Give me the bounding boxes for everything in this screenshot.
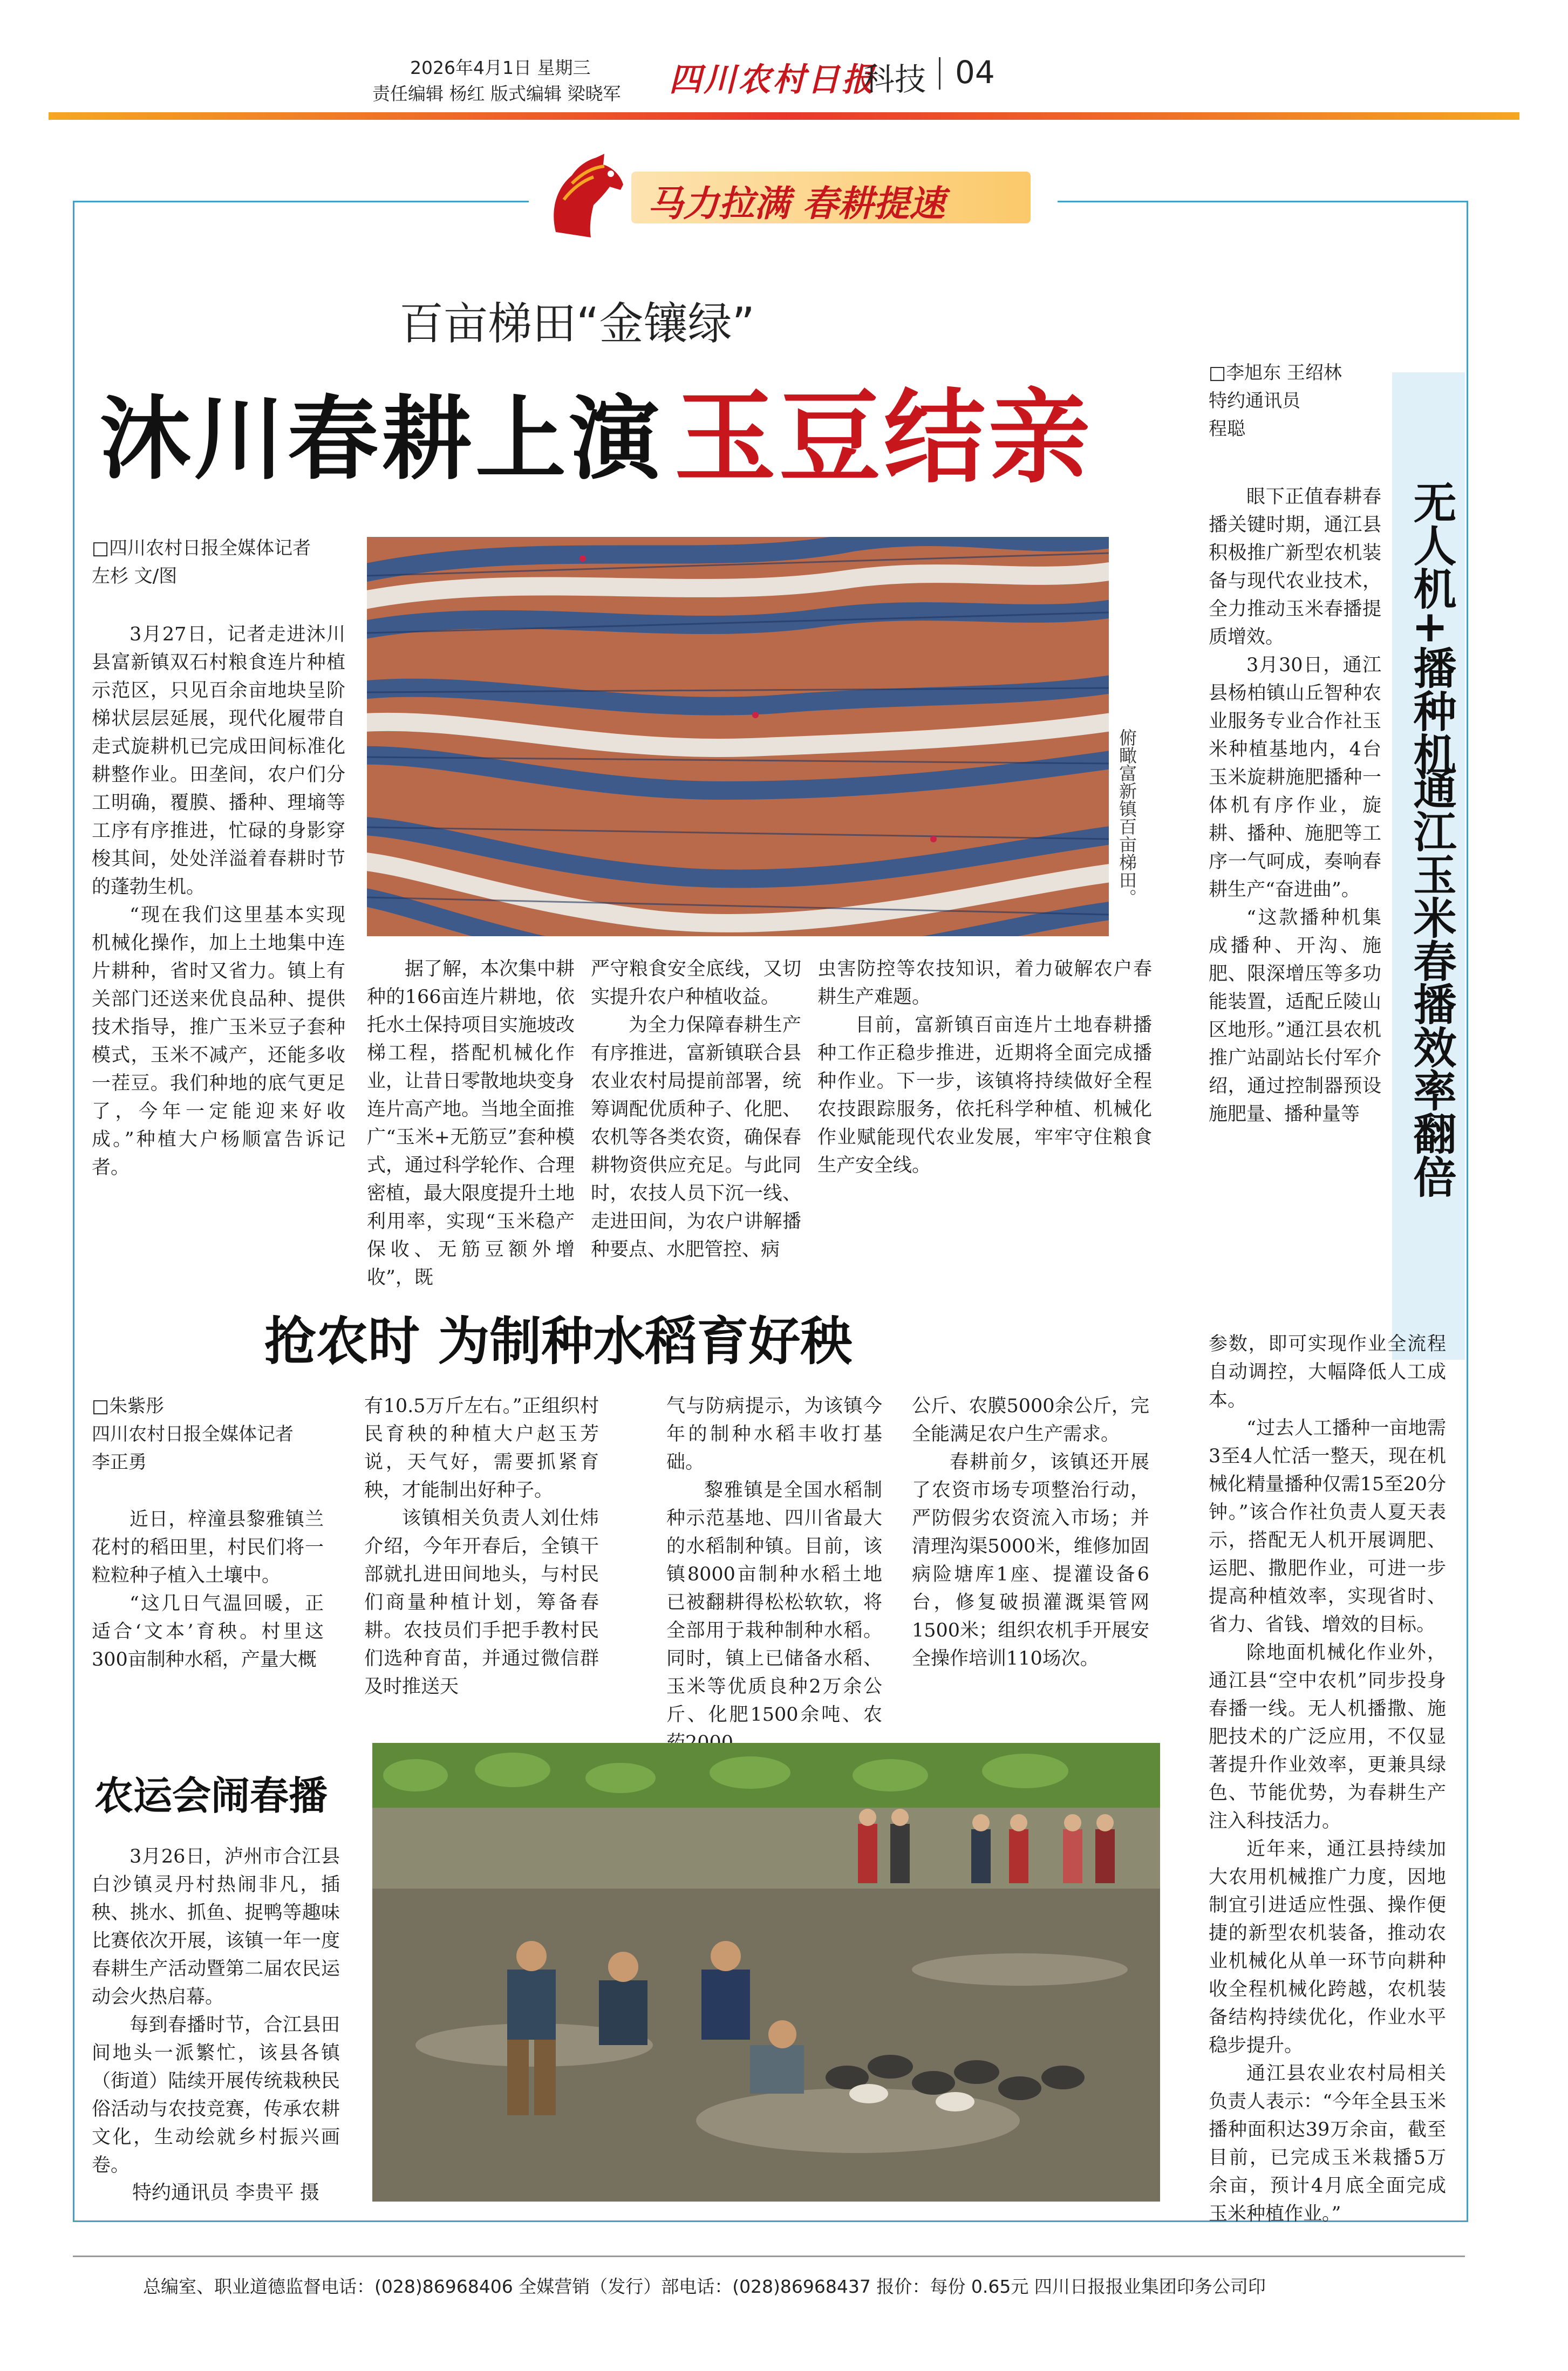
story1-kicker: 百亩梯田“金镶绿” (399, 298, 755, 350)
terrace-photo (367, 537, 1109, 936)
story2-headline-part1: 无人机+播种机 (1406, 480, 1456, 776)
story3-col3-para-1: 气与防病提示，为该镇今年的制种水稻丰收打基础。 (666, 1395, 882, 1473)
section-divider (939, 57, 940, 90)
story1-headline-black: 沐川春耕上演 (100, 386, 663, 492)
section-name: 科技 (863, 61, 926, 98)
story3-col2-para-2: 该镇相关负责人刘仕炜介绍，今年开春后，全镇干部就扎进田间地头，与村民们商量种植计划，筹备春耕。农技员们手把手教村民们选种育苗，并通过微信群及时推送天 (364, 1508, 599, 1698)
story2-para-4: 参数，即可实现作业全流程自动调控，大幅降低人工成本。 (1209, 1333, 1446, 1411)
page-number: 04 (955, 54, 995, 91)
story3-col1-para-1: 近日，梓潼县黎雅镇兰花村的稻田里，村民们将一粒粒种子植入土壤中。 (92, 1509, 324, 1586)
story1-column-3 (591, 955, 801, 1264)
story2-para-8: 通江县农业农村局相关负责人表示：“今年全县玉米播种面积达39万余亩，截至目前，已完成玉米栽播5万余亩，预计4月底全面完成玉米种植作业。” (1209, 2063, 1446, 2225)
story1-headline-red: 玉豆结亲 (674, 378, 1093, 497)
story1-col1-para-2: “现在我们这里基本实现机械化操作，加上土地集中连片耕种，省时又省力。镇上有关部门还送来优良品种、提供技术指导，推广玉米豆子套种模式，玉米不减产，还能多收一茬豆。我们种地的底气更足了，今年一定能迎来好收成。”种植大户杨顺富告诉记者。 (92, 904, 345, 1178)
newspaper-name: 四川农村日报 (669, 61, 876, 99)
banner-label: 马力拉满 春耕提速 (647, 183, 945, 224)
story2-para-5: “过去人工播种一亩地需3至4人忙活一整天，现在机械化精量播种仅需15至20分钟。”该合作社负责人夏天表示，搭配无人机开展调肥、运肥、撒肥作业，可进一步提高种植效率，实现省时、省力、省钱、增效的目标。 (1209, 1418, 1446, 1636)
story1-column-2 (367, 955, 575, 1292)
photo-credit: 特约通讯员 李贵平 摄 (132, 2182, 319, 2204)
story3-column-2 (364, 1392, 599, 1701)
story2-text-wide (1209, 1330, 1446, 2228)
story2-para-2: 3月30日，通江县杨柏镇山丘智种农业服务专业合作社玉米种植基地内，4台玉米旋耕施肥播种一体机有序作业，旋耕、播种、施肥等工序一气呵成，奏响春耕生产“奋进曲”。 (1209, 655, 1381, 901)
story2-para-7: 近年来，通江县持续加大农用机械推广力度，因地制宜引进适应性强、操作便捷的新型农机装备，推动农业机械化从单一环节向耕种收全程机械化跨越，农机装备结构持续优化，作业水平稳步提升。 (1209, 1838, 1446, 2056)
footer-info: 总编室、职业道德监督电话：(028)86968406 全媒营销（发行）部电话：(028)86968437 报价：每份 0.65元 四川日报报业集团印务公司印 (143, 2276, 1266, 2297)
story2-para-6: 除地面机械化作业外，通江县“空中农机”同步投身春播一线。无人机播撒、施肥技术的广泛应用，不仅显著提升作业效率，更兼具绿色、节能优势，为春耕生产注入科技活力。 (1209, 1642, 1446, 1832)
issue-date: 2026年4月1日 星期三 (410, 57, 591, 78)
story2-byline: □李旭东 王绍林 特约通讯员 程聪 (1209, 362, 1342, 440)
story3-column-4 (912, 1392, 1149, 1673)
section-banner (529, 146, 1058, 248)
story3-col4-para-2: 春耕前夕，该镇还开展了农资市场专项整治行动，严防假劣农资流入市场；并清理沟渠5000米，维修加固病险塘库1座、提灌设备6台，修复破损灌溉渠管网1500米；组织农机手开展安全操作培训110场次。 (912, 1452, 1149, 1670)
story2-headline-part2: 通江玉米春播效率翻倍 (1406, 766, 1456, 1198)
horse-icon (540, 151, 631, 243)
story4-para-1: 3月26日，泸州市合江县白沙镇灵丹村热闹非凡，插秧、挑水、抓鱼、捉鸭等趣味比赛依次开展，该镇一年一度春耕生产活动暨第二届农民运动会火热启幕。 (92, 1846, 340, 2008)
masthead-ribbon (49, 112, 1519, 120)
story4-text (92, 1843, 340, 2179)
story3-column-1 (92, 1505, 324, 1674)
terrace-photo-caption: 俯瞰富新镇百亩梯田。 (1116, 728, 1137, 907)
story3-byline: □朱紫彤 四川农村日报全媒体记者 李正勇 (92, 1395, 294, 1473)
story1-col4-para-2: 目前，富新镇百亩连片土地春耕播种工作正稳步推进，近期将全面完成播种作业。下一步，该镇将持续做好全程农技跟踪服务，依托科学种植、机械化作业赋能现代农业发展，牢牢守住粮食生产安全线。 (817, 1014, 1152, 1176)
story1-column-4 (817, 955, 1152, 1180)
story1-col3-para-2: 为全力保障春耕生产有序推进，富新镇联合县农业农村局提前部署，统筹调配优质种子、化肥、农机等各类农资，确保春耕物资供应充足。与此同时，农技人员下沉一线、走进田间，为农户讲解播种要点、水肥管控、病 (591, 1014, 801, 1261)
story1-col3-para-1: 严守粮食安全底线，又切实提升农户种植收益。 (591, 958, 801, 1008)
story3-col4-para-1: 公斤、农膜5000余公斤，完全能满足农户生产需求。 (912, 1395, 1149, 1445)
story1-col2-para-1: 据了解，本次集中耕种的166亩连片耕地，依托水土保持项目实施坡改梯工程，搭配机械化作业，让昔日零散地块变身连片高产地。当地全面推广“玉米+无筋豆”套种模式，通过科学轮作、合理密植，最大限度提升土地利用率，实现“玉米稳产保收、无筋豆额外增收”，既 (367, 958, 575, 1289)
story2-text-narrow (1209, 483, 1381, 1128)
farmers-games-photo (372, 1743, 1160, 2202)
story2-para-3: “这款播种机集成播种、开沟、施肥、限深增压等多功能装置，适配丘陵山区地形。”通江县农机推广站副站长付军介绍，通过控制器预设施肥量、播种量等 (1209, 907, 1381, 1125)
story3-column-3 (666, 1392, 882, 1757)
editor-credits: 责任编辑 杨红 版式编辑 梁晓军 (372, 83, 621, 104)
story3-col3-para-2: 黎雅镇是全国水稻制种示范基地、四川省最大的水稻制种镇。目前，该镇8000亩制种水稻土地已被翻耕得松松软软，将全部用于栽种制种水稻。同时，镇上已储备水稻、玉米等优质良种2万余公斤、化肥1500余吨、农 (666, 1480, 882, 1726)
story1-column-1 (92, 621, 345, 1182)
footer-rule (73, 2256, 1465, 2257)
story2-para-1: 眼下正值春耕春播关键时期，通江县积极推广新型农机装备与现代农业技术，全力推动玉米春播提质增效。 (1209, 486, 1381, 648)
story3-col1-para-2: “这几日气温回暖，正适合‘文本’育秧。村里这300亩制种水稻，产量大概 (92, 1593, 324, 1671)
story1-col4-para-1: 虫害防控等农技知识，着力破解农户春耕生产难题。 (817, 958, 1152, 1008)
story3-headline: 抢农时 为制种水稻育好秧 (264, 1311, 853, 1372)
story4-para-2: 每到春播时节，合江县田间地头一派繁忙，该县各镇（街道）陆续开展传统栽秧民俗活动与农技竞赛，传承农耕文化，生动绘就乡村振兴画卷。 (92, 2014, 340, 2176)
story1-col1-para-1: 3月27日，记者走进沐川县富新镇双石村粮食连片种植示范区，只见百余亩地块呈阶梯状层层延展，现代化履带自走式旋耕机已完成田间标准化耕整作业。田垄间，农户们分工明确，覆膜、播种、理墒等工序有序推进，忙碌的身影穿梭其间，处处洋溢着春耕时节的蓬勃生机。 (92, 624, 345, 898)
story4-headline: 农运会闹春播 (94, 1773, 328, 1818)
story3-col2-para-1: 有10.5万斤左右。”正组织村民育秧的种植大户赵玉芳说，天气好，需要抓紧育秧，才能制出好种子。 (364, 1395, 599, 1501)
story1-byline: □四川农村日报全媒体记者 左杉 文/图 (92, 537, 311, 587)
